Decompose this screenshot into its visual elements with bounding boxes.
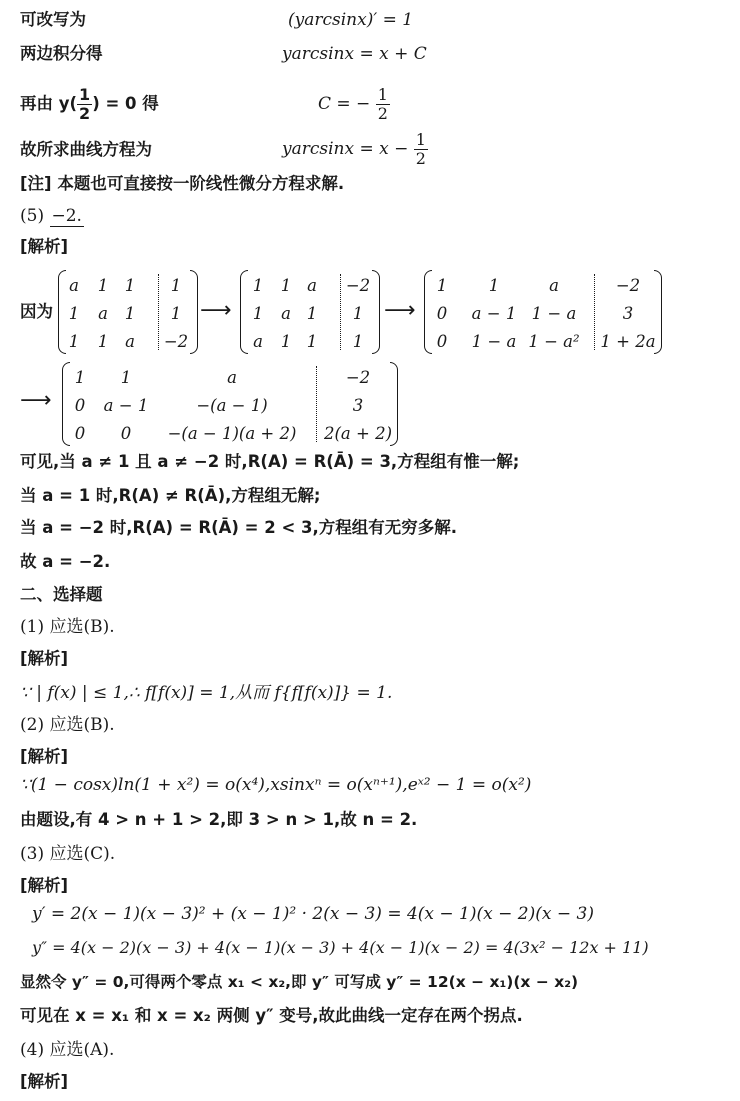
question-5-answer: −2. <box>51 206 82 226</box>
matrix-cell: 1 <box>280 276 292 295</box>
matrix-right-bracket <box>372 270 380 354</box>
text-integrate-label: 两边积分得 <box>20 44 103 63</box>
matrix-cell: −2 <box>345 368 371 387</box>
question-5 <box>20 205 84 227</box>
text-conclusion-none: 当 a = 1 时,R(A) ≠ R(Ā),方程组无解; <box>20 486 321 505</box>
matrix-cell: a <box>125 332 135 351</box>
matrix-cell: 1 − a² <box>528 332 580 351</box>
text-rewrite-label: 可改写为 <box>20 10 86 29</box>
matrix-left-bracket <box>424 270 432 354</box>
matrix-cell: 1 <box>124 304 136 323</box>
matrix-augment-divider <box>594 274 595 350</box>
text-initial-condition <box>20 86 159 123</box>
matrix-augment-divider <box>340 274 341 350</box>
analysis-heading-1: [解析] <box>20 237 69 256</box>
matrix-augment-divider <box>316 366 317 442</box>
matrix-cell: 1 <box>68 332 80 351</box>
matrix-cell: 1 <box>97 276 109 295</box>
text-conclusion-answer: 故 a = −2. <box>20 552 111 571</box>
matrix-cell: 1 − a <box>531 304 577 323</box>
matrix-cell: 1 <box>306 332 318 351</box>
matrix-cell: 1 − a <box>471 332 517 351</box>
matrix-cell: a <box>253 332 263 351</box>
transform-arrow: ⟶ <box>20 388 52 413</box>
matrix-right-bracket <box>190 270 198 354</box>
matrix-cell: 1 <box>97 332 109 351</box>
matrix-cell: 1 <box>352 332 364 351</box>
matrix-cell: 0 <box>120 424 132 443</box>
analysis-heading-3: [解析] <box>20 747 69 766</box>
fraction-half <box>77 86 92 123</box>
choice-1-solution: ∵ | f(x) | ≤ 1,∴ f[f(x)] = 1,从而 f{f[f(x)]} = 1. <box>20 683 393 703</box>
matrix-augmented-original <box>58 270 198 354</box>
matrix-cell: 1 <box>306 304 318 323</box>
matrix-cell: 1 <box>280 332 292 351</box>
matrix-cell: 0 <box>436 332 448 351</box>
matrix-cell: 0 <box>74 424 86 443</box>
choice-2: (2) 应选(B). <box>20 715 115 735</box>
matrix-cell: 2(a + 2) <box>323 424 393 443</box>
matrix-cell: 1 <box>252 304 264 323</box>
fraction-denominator: 2 <box>377 104 388 123</box>
matrix-cell: −(a − 1) <box>196 396 268 415</box>
matrix-cell: 1 <box>68 304 80 323</box>
matrix-echelon <box>62 362 398 446</box>
matrix-row-swap <box>240 270 380 354</box>
matrix-cell: a − 1 <box>103 396 149 415</box>
matrix-cell: a <box>549 276 559 295</box>
curve-lhs: yarcsinx = x − <box>282 139 409 159</box>
matrix-cell: 1 <box>252 276 264 295</box>
choice-3-solution-3: 显然令 y″ = 0,可得两个零点 x₁ < x₂,即 y″ 可写成 y″ = 12(x − x₁)(x − x₂) <box>20 973 579 991</box>
text-conclusion-unique: 可见,当 a ≠ 1 且 a ≠ −2 时,R(A) = R(Ā) = 3,方程组有惟一解; <box>20 452 520 471</box>
initial-condition-suffix: ) = 0 得 <box>92 94 159 113</box>
equation-derivative: (yarcsinx)′ = 1 <box>288 10 414 30</box>
analysis-heading-4: [解析] <box>20 876 69 895</box>
matrix-cell: a <box>98 304 108 323</box>
choice-2-solution-1: ∵(1 − cosx)ln(1 + x²) = o(x⁴),xsinxⁿ = o(xⁿ⁺¹),eˣ² − 1 = o(x²) <box>20 775 532 795</box>
matrix-cell: 0 <box>74 396 86 415</box>
choice-3: (3) 应选(C). <box>20 844 116 864</box>
initial-condition-prefix: 再由 y( <box>20 94 78 113</box>
text-note: [注] 本题也可直接按一阶线性微分方程求解. <box>20 174 345 193</box>
matrix-cell: 1 <box>170 304 182 323</box>
text-conclusion-infinite: 当 a = −2 时,R(A) = R(Ā) = 2 < 3,方程组有无穷多解. <box>20 518 458 537</box>
choice-3-solution-2: y″ = 4(x − 2)(x − 3) + 4(x − 1)(x − 3) + 4(x − 1)(x − 2) = 4(3x² − 12x + 11) <box>32 938 649 957</box>
matrix-cell: 1 <box>436 276 448 295</box>
matrix-cell: a <box>307 276 317 295</box>
text-because: 因为 <box>20 302 53 321</box>
matrix-cell: 1 <box>74 368 86 387</box>
matrix-cell: −(a − 1)(a + 2) <box>167 424 297 443</box>
text-curve-label: 故所求曲线方程为 <box>20 140 152 159</box>
fraction-half <box>376 86 390 123</box>
equation-constant <box>318 86 390 123</box>
matrix-left-bracket <box>240 270 248 354</box>
matrix-augment-divider <box>158 274 159 350</box>
matrix-cell: −2 <box>345 276 371 295</box>
matrix-cell: 3 <box>352 396 364 415</box>
constant-lhs: C = − <box>318 94 371 114</box>
matrix-elimination-1 <box>424 270 662 354</box>
choice-1: (1) 应选(B). <box>20 617 115 637</box>
matrix-cell: 1 <box>170 276 182 295</box>
transform-arrow: ⟶ <box>200 298 232 323</box>
choice-3-solution-1: y′ = 2(x − 1)(x − 3)² + (x − 1)² · 2(x − 3) = 4(x − 1)(x − 2)(x − 3) <box>32 904 594 924</box>
matrix-cell: 0 <box>436 304 448 323</box>
fraction-denominator: 2 <box>415 149 426 168</box>
analysis-heading-5: [解析] <box>20 1072 69 1091</box>
choice-4: (4) 应选(A). <box>20 1040 115 1060</box>
fraction-numerator: 1 <box>377 85 388 104</box>
matrix-cell: 1 <box>120 368 132 387</box>
fraction-half <box>414 131 428 168</box>
fraction-numerator: 1 <box>415 130 426 149</box>
choice-3-solution-4: 可见在 x = x₁ 和 x = x₂ 两侧 y″ 变号,故此曲线一定存在两个拐点. <box>20 1006 523 1025</box>
matrix-cell: a <box>227 368 237 387</box>
matrix-cell: a <box>69 276 79 295</box>
matrix-cell: a − 1 <box>471 304 517 323</box>
matrix-cell: 1 <box>352 304 364 323</box>
matrix-cell: 1 + 2a <box>600 332 656 351</box>
matrix-cell: 1 <box>488 276 500 295</box>
choice-2-solution-2: 由题设,有 4 > n + 1 > 2,即 3 > n > 1,故 n = 2. <box>20 810 418 829</box>
equation-integral: yarcsinx = x + C <box>282 44 427 64</box>
transform-arrow: ⟶ <box>384 298 416 323</box>
section-heading-choice: 二、选择题 <box>20 585 103 604</box>
matrix-cell: a <box>281 304 291 323</box>
question-5-number: (5) <box>20 206 45 226</box>
matrix-left-bracket <box>58 270 66 354</box>
analysis-heading-2: [解析] <box>20 649 69 668</box>
fraction-numerator: 1 <box>79 85 91 104</box>
matrix-cell: 1 <box>124 276 136 295</box>
equation-curve <box>282 131 428 168</box>
matrix-cell: 3 <box>622 304 634 323</box>
matrix-left-bracket <box>62 362 70 446</box>
fraction-denominator: 2 <box>79 104 91 123</box>
matrix-cell: −2 <box>163 332 189 351</box>
matrix-cell: −2 <box>615 276 641 295</box>
